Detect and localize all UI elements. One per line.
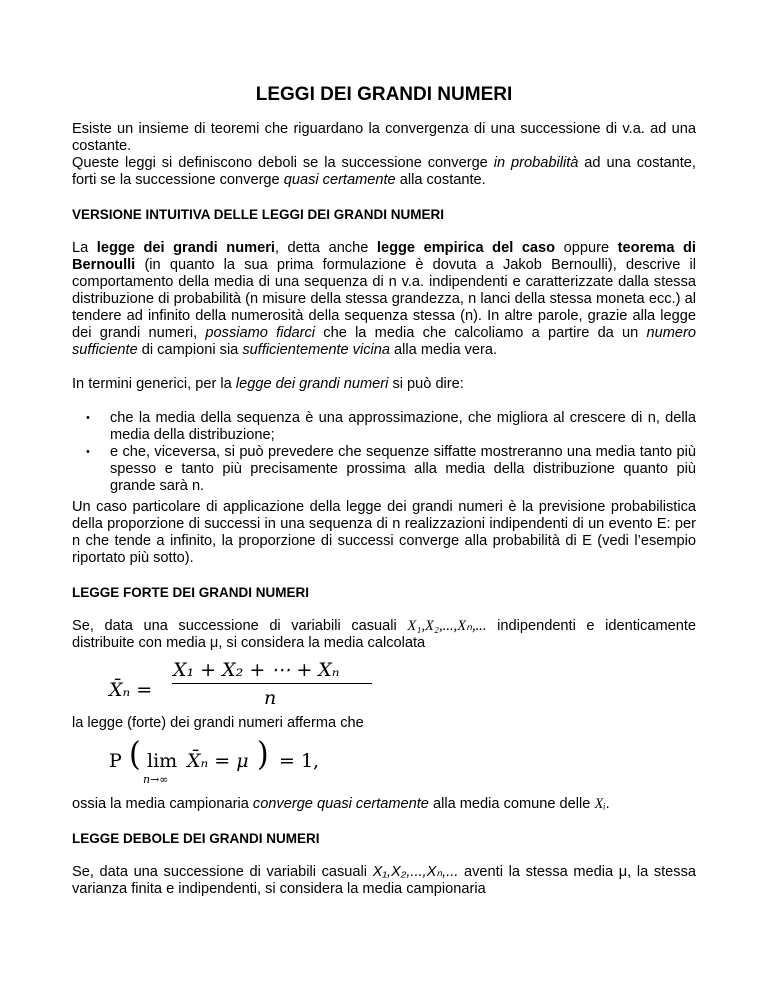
strong-paragraph-3: ossia la media campionaria converge quasi certamente alla media comune delle Xᵢ. xyxy=(72,796,610,812)
right-paren: ) xyxy=(257,735,269,774)
section-heading-strong: LEGGE FORTE DEI GRANDI NUMERI xyxy=(72,585,310,600)
page-title: LEGGI DEI GRANDI NUMERI xyxy=(255,84,513,105)
intro-paragraph-1: Esiste un insieme di teoremi che riguardano la convergenza di una successione di v.a. ad una costante. xyxy=(72,121,696,154)
intro-paragraph-2: Queste leggi si definiscono deboli se la successione converge in probabilità ad una costante, forti se la successione converge quasi certamente alla costante. xyxy=(72,155,696,188)
intuitive-paragraph-3: Un caso particolare di applicazione della legge dei grandi numeri è la previsione probabilistica della proporzione di successi in una sequenza di n realizzazioni indipendenti di un evento E: per n che tende a infinito, la proporzione di successi converge alla probabilità di E (vedi l’esempio riportato più sotto). xyxy=(72,499,696,566)
section-heading-weak: LEGGE DEBOLE DEI GRANDI NUMERI xyxy=(72,831,320,846)
left-paren: ( xyxy=(129,735,141,774)
strong-paragraph-1: Se, data una successione di variabili casuali X₁,X₂,...,Xₙ,... indipendenti e identicamente distribuite con media μ, si considera la media calcolata xyxy=(72,618,696,651)
list-item: • e che, viceversa, si può prevedere che sequenze siffatte mostreranno una media tanto più spesso e tanto più precisamente prossima alla media della distribuzione quanto più grande sarà n. xyxy=(72,444,696,495)
section-heading-intuitive: VERSIONE INTUITIVA DELLE LEGGI DEI GRANDI NUMERI xyxy=(72,207,445,222)
intuitive-paragraph-1: La legge dei grandi numeri, detta anche legge empirica del caso oppure teorema di Bernoulli (in quanto la sua prima formulazione è dovuta a Jakob Bernoulli), descrive il comportamento della media di una sequenza di n v.a. indipendenti e caratterizzate dalla stessa distribuzione di probabilità (n misure della stessa grandezza, n lanci della stessa moneta ecc.) al tendere ad infinito della numerosità della sequenza stessa (n). In altre parole, grazie alla legge dei grandi numeri, possiamo fidarci che la media che calcoliamo a partire da un numero sufficiente di campioni sia sufficientemente vicina alla media vera. xyxy=(72,240,696,358)
properties-list xyxy=(72,410,696,495)
weak-paragraph-1: Se, data una successione di variabili casuali X₁,X₂,...,Xₙ,... aventi la stessa media μ, la stessa varianza finita e indipendenti, si considera la media campionaria xyxy=(72,864,697,897)
intuitive-paragraph-2: In termini generici, per la legge dei grandi numeri si può dire: xyxy=(72,376,464,392)
strong-paragraph-2: la legge (forte) dei grandi numeri afferma che xyxy=(72,715,364,731)
fraction-bar xyxy=(172,683,372,684)
intro-block xyxy=(72,121,696,189)
list-item: • che la media della sequenza è una approssimazione, che migliora al crescere di n, della media della distribuzione; xyxy=(72,410,696,444)
